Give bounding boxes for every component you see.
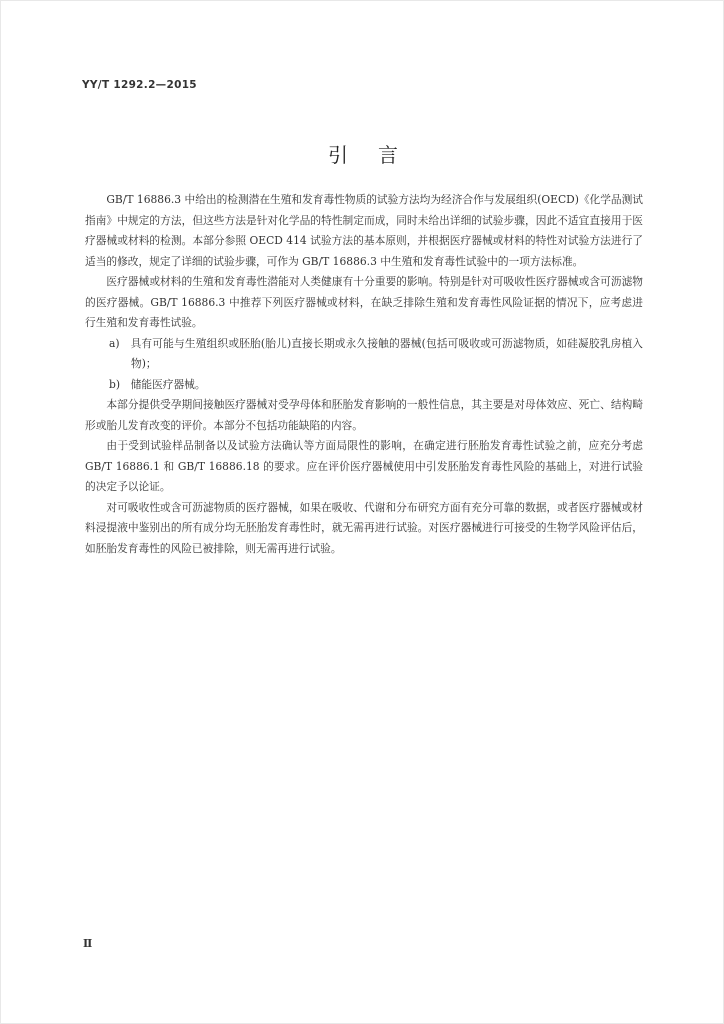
paragraph: GB/T 16886.3 中给出的检测潜在生殖和发育毒性物质的试验方法均为经济合作与发展组织(OECD)《化学品测试指南》中规定的方法，但这些方法是针对化学品的特性制定而成，同时未给出详细的试验步骤，因此不适宜直接用于医疗器械或材料的检测。本部分参照 OECD 414 试验方法的基本原则，并根据医疗器械或材料的特性对试验方法进行了适当的修改，规定了详细的试验步骤，可作为 GB/T 16886.3 中生殖和发育毒性试验中的一项方法标准。 xyxy=(85,193,643,268)
page-number: Ⅱ xyxy=(83,937,93,950)
paragraph: 医疗器械或材料的生殖和发育毒性潜能对人类健康有十分重要的影响。特别是针对可吸收性医疗器械或含可沥滤物的医疗器械。GB/T 16886.3 中推荐下列医疗器械或材料，在缺乏排除生殖和发育毒性风险证据的情况下，应考虑进行生殖和发育毒性试验。 xyxy=(85,275,643,329)
paragraph: 对可吸收性或含可沥滤物质的医疗器械，如果在吸收、代谢和分布研究方面有充分可靠的数据，或者医疗器械或材料浸提液中鉴别出的所有成分均无胚胎发育毒性时，就无需再进行试验。对医疗器械进行可接受的生物学风险评估后，如胚胎发育毒性的风险已被排除，则无需再进行试验。 xyxy=(85,500,643,555)
page-title: 引言 xyxy=(328,143,428,167)
body-text xyxy=(85,190,643,559)
paragraph: 本部分提供受孕期间接触医疗器械对受孕母体和胚胎发育影响的一般性信息，其主要是对母体效应、死亡、结构畸形或胎儿发育改变的评价。本部分不包括功能缺陷的内容。 xyxy=(85,398,643,432)
list-item: b) 储能医疗器械。 xyxy=(109,377,206,391)
paragraph: 由于受到试验样品制备以及试验方法确认等方面局限性的影响，在确定进行胚胎发育毒性试验之前，应充分考虑 GB/T 16886.1 和 GB/T 16886.18 的要求。应在评价医疗器械使用中引发胚胎发育毒性风险的基础上，对进行试验的决定予以论证。 xyxy=(85,439,643,493)
standard-code: YY/T 1292.2—2015 xyxy=(82,79,197,91)
list-item: a) 具有可能与生殖组织或胚胎(胎儿)直接长期或永久接触的器械(包括可吸收或可沥滤物质，如硅凝胶乳房植入物)； xyxy=(109,336,643,370)
